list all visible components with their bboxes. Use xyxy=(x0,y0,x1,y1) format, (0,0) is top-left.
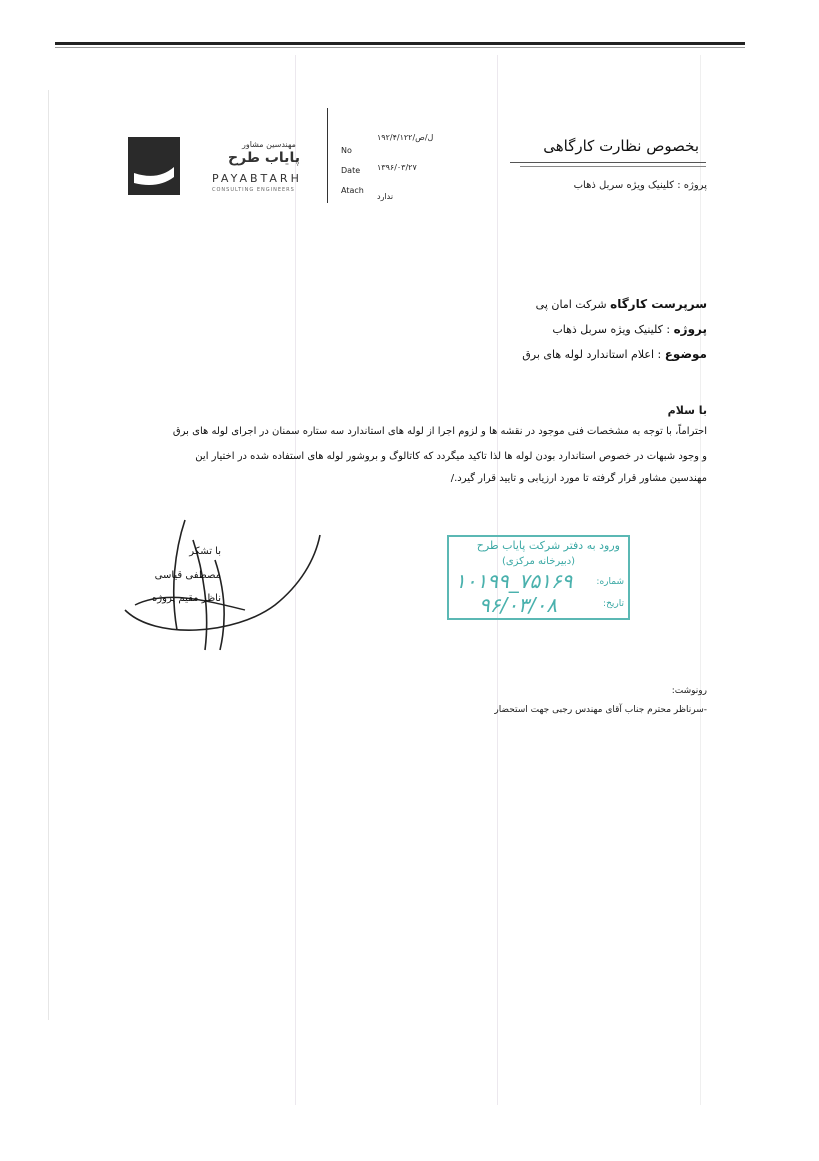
stamp-number-value: ۱۰۱۹۹_۷۵۱۶۹ xyxy=(455,569,573,593)
attach-label: Atach xyxy=(341,186,364,195)
subject-value: : اعلام استاندارد لوله های برق xyxy=(522,348,662,361)
project-ref-label: پروژه xyxy=(673,322,707,336)
company-logo-mark xyxy=(128,137,180,195)
signature-closing: با تشکر xyxy=(189,546,221,557)
top-rule-secondary xyxy=(55,47,745,48)
heading-underline xyxy=(520,166,706,167)
logo-icon xyxy=(128,137,180,195)
subject-line xyxy=(522,347,707,361)
body-line-1: احتراماً، با توجه به مشخصات فنی موجود در نقشه ها و لزوم اجرا از لوله های استاندارد سه ستاره سمنان در اجرای لوله های برق xyxy=(172,426,707,437)
signer-title: ناظر مقیم پروژه xyxy=(152,593,221,604)
scan-line xyxy=(700,55,701,1105)
project-line: پروژه : کلینیک ویژه سربل ذهاب xyxy=(573,180,707,191)
project-ref-line xyxy=(552,322,707,336)
no-value: ۱۹۲/۴/ل/ص/۱۲۲ xyxy=(377,133,434,142)
salutation: با سلام xyxy=(667,404,707,417)
company-tagline: CONSULTING ENGINEERS xyxy=(212,187,295,193)
cc-label: رونوشت: xyxy=(671,686,707,696)
recipient-title: سرپرست کارگاه xyxy=(610,297,707,311)
stamp-subtitle: (دبیرخانه مرکزی) xyxy=(501,556,576,567)
stamp-date-label: تاریخ: xyxy=(603,599,624,609)
scan-edge xyxy=(48,90,49,1020)
recipient-line xyxy=(536,297,707,311)
attach-value: ندارد xyxy=(377,192,394,201)
heading-underline xyxy=(510,162,706,163)
body-line-3: مهندسین مشاور قرار گرفته تا مورد ارزیابی و تایید قرار گیرد./ xyxy=(450,473,707,484)
stamp-number-label: شماره: xyxy=(596,577,624,587)
company-subtitle: مهندسین مشاور xyxy=(242,140,296,149)
date-value: ۱۳۹۶/۰۳/۲۷ xyxy=(377,163,417,172)
subject-label: موضوع xyxy=(664,347,707,361)
company-name: پایاب طرح xyxy=(228,150,300,166)
header-divider xyxy=(327,108,328,203)
supervision-heading: بخصوص نظارت کارگاهی xyxy=(543,137,699,155)
body-line-2: و وجود شبهات در خصوص استاندارد بودن لوله ها لذا تاکید میگردد که کاتالوگ و بروشور لوله های استفاده شده در اختیار این xyxy=(195,451,707,462)
project-ref-value: : کلینیک ویژه سربل ذهاب xyxy=(552,323,671,336)
stamp-date-value: ۹۶/۰۳/۰۸ xyxy=(479,593,557,617)
date-label: Date xyxy=(341,166,361,175)
signer-name: مصطفی قیاسی xyxy=(154,570,221,581)
top-rule xyxy=(55,42,745,45)
cc-recipient: -سرناظر محترم جناب آقای مهندس رجبی جهت استحضار xyxy=(494,705,707,715)
handwritten-signature xyxy=(115,510,325,660)
recipient-company: شرکت امان پی xyxy=(535,298,607,311)
company-name-latin: PAYABTARH xyxy=(212,172,302,185)
receipt-stamp xyxy=(447,535,630,620)
stamp-title: ورود به دفتر شرکت پایاب طرح xyxy=(476,539,620,552)
no-label: No xyxy=(341,146,352,155)
